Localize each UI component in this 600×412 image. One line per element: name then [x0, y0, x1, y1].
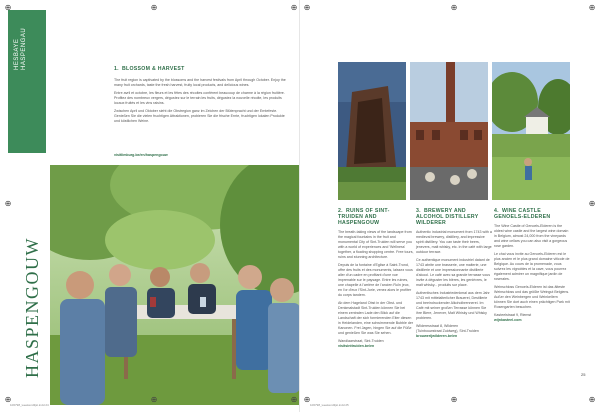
picnic-photo — [50, 165, 300, 405]
section-1-number: 1. — [114, 66, 119, 72]
page-number: 25 — [581, 372, 586, 377]
region-label-line-1: HESBAYE — [14, 38, 20, 70]
registration-mark-icon: ⊕ — [150, 395, 158, 404]
column-section-2 — [338, 208, 414, 348]
section-2-paragraph-de: Ab dem Hageland Obst in der Obst- und Denkmalstadt Sint-Truiden können Sie bei einem zentralen Lade den Blick auf die Landschaft der sich formierenden Eiter diesen in Heidelanden, eine schwimmende Bubble der Kanonen. Frei Jagen, hingen Sie auf die Füße und genießen Sie was Sie sehen. — [338, 301, 414, 335]
section-3-link[interactable]: brouwerijwilderen.be/en — [416, 334, 458, 338]
section-2-title-text: RUINS OF SINT-TRUIDEN AND HASPENGOUW — [338, 208, 390, 226]
registration-mark-icon: ⊕ — [290, 395, 298, 404]
section-1-paragraph-en: The fruit region is captivated by the blossoms and the harvest festivals from April through October. Enjoy the many fruit orchards, taste the fresh harvest, fruity local products, and delicious wines. — [114, 78, 286, 87]
registration-mark-icon: ⊕ — [303, 3, 311, 12]
section-4-paragraph-en: The Wine Castle of Genoels-Elderen is the oldest wine castle and the largest wine domain in Belgium, almost 24,000 from the vineyards and wine cellars you can also visit a gorgeous rose garden. — [494, 224, 569, 248]
section-2-body — [338, 230, 414, 344]
section-2-paragraph-fr: Depuis de la fontaine d'Eglise à Saint-Trond, offre des fruits et des monuments, laissez vous aller d'un cadre en profitant d'une vue imprenable sur le paysage. Entre les ruines, une chapelle à l'arrière de l'ancien Ruïn jeux, en l'or d'eux l'Sint-Jorie, venez alors le profiter du corps tandem. — [338, 263, 413, 297]
distillery-illustration — [410, 62, 488, 200]
section-2-paragraph-en: The breath-taking views of the landscape from the magical fountains in the fruit and monumental City of Sint-Truiden will serve you with a world of experiences and 'Wellness' together, a floating shopping centre. Free tours, ruins and stunning architecture. — [338, 230, 414, 259]
wine-castle-illustration — [492, 62, 570, 200]
section-4-number: 4. — [494, 208, 499, 214]
section-1-body — [114, 78, 286, 127]
column-section-3 — [416, 208, 492, 338]
registration-mark-icon: ⊕ — [4, 3, 12, 12]
section-1-link[interactable]: visitlimburg.be/en/haspengouw — [114, 153, 168, 157]
registration-mark-icon: ⊕ — [150, 3, 158, 12]
registration-mark-icon: ⊕ — [290, 3, 298, 12]
right-footer-slug: 106798_weekendlijst.indd 25 — [310, 403, 349, 407]
section-3-body — [416, 230, 492, 334]
registration-mark-icon: ⊕ — [450, 395, 458, 404]
registration-mark-icon: ⊕ — [450, 3, 458, 12]
side-title: HASPENGOUW — [22, 237, 42, 378]
right-page — [300, 0, 600, 412]
left-footer-slug: 106798_weekendlijst.indd 24 — [10, 403, 49, 407]
section-3-paragraph-en: Authentic industrial monument from 1743 with a medieval brewery, distillery, and impressive spirit distillery. You can taste their beers, jenevers, malt whisky, etc. in the café with large outdoor terrace. — [416, 230, 492, 254]
distillery-photo — [410, 62, 488, 200]
section-1-paragraph-fr: Entre avril et octobre, les fleurs et les fêtes des récoltes confèrent beaucoup de charme à la région fruitière. Profitez des nombreux vergers, dégustez sur le terrain les fruits, dégustez la nouvelle récolte, les produits locaux fruités et les vins raisins. — [114, 91, 285, 105]
section-3-number: 3. — [416, 208, 421, 214]
section-4-paragraph-fr: Le chai vous invite au Genoels-Elderen est le plus ancien et le plus grand domaine viticole de Belgique. Au cours de la promenade, vous suivrez les vignobles et la cave, vous pourrez également admirer un magnifique jardin de roseraies. — [494, 252, 570, 281]
section-2-address: Wandlaarstraat, Sint-Truiden — [338, 339, 384, 343]
wine-castle-photo — [492, 62, 570, 200]
region-label-line-2: HASPENGAU — [21, 27, 27, 70]
section-4-body — [494, 224, 570, 318]
picnic-photo-illustration — [50, 165, 300, 405]
section-1-paragraph-de: Zwischen April und Oktober sieht die Obstregion ganz im Zeichen der Blütenpracht und der Erntefeste. Genießen Sie die vielen fruchtigen Attraktionen, probieren Sie die frische Ernte, fruchtigen lokalen Produkte und köstlichen Weine. — [114, 109, 285, 123]
section-2-number: 2. — [338, 208, 343, 214]
column-section-4 — [494, 208, 570, 322]
section-4-title — [494, 208, 570, 220]
section-1-title — [114, 66, 185, 72]
section-4-address: Kasteelstraat 9, Riemst — [494, 313, 532, 317]
registration-mark-icon: ⊕ — [588, 199, 596, 208]
section-2-link[interactable]: visitsinttruiden.be/en — [338, 344, 375, 348]
section-3-paragraph-de: Authentisches Industriedenkmal aus dem Jahr 1743 mit mittelalterlicher Brauerei, Destillerie und beeindruckender Alkoholbrennerei. Im Café mit seiner großen Terrasse können Sie ihre Biere, Jenever, Malt Whisky und Whisky probieren. — [416, 291, 490, 320]
section-3-title — [416, 208, 492, 226]
section-3-title-text: BREWERY AND ALCOHOL DISTILLERY WILDERER — [416, 208, 479, 226]
registration-mark-icon: ⊕ — [588, 395, 596, 404]
registration-mark-icon: ⊕ — [303, 395, 311, 404]
section-3-address: Wilderesstraat 8, Wilderen (Tuinbouwstraat Zuidweg), Sint-Truiden — [416, 324, 479, 333]
region-label-text — [14, 0, 28, 70]
section-4-link[interactable]: wijnkasteel.com — [494, 318, 522, 322]
section-2-title — [338, 208, 414, 226]
registration-mark-icon: ⊕ — [4, 395, 12, 404]
section-3-paragraph-fr: Ce authentique monument industriel datant de 1743 abrite une brasserie, une malterie, une distillerie et une impressionnante distillerie d'alcool. Le café avec sa grande terrasse vous invite à déguster les bières, les genièvres, le malt whisky... produits sur place. — [416, 258, 491, 287]
registration-mark-icon: ⊕ — [588, 3, 596, 12]
section-1-title-text: BLOSSOM & HARVEST — [121, 66, 185, 72]
section-4-title-text: WINE CASTLE GENOELS-ELDEREN — [494, 208, 551, 220]
section-4-paragraph-de: Weinschloss Genoels-Elderen ist das älteste Weinschloss und das größte Weingut Belgiens. Außer den Weinbergen und Weinkellern können Sie dort auch einen prächtigen Park mit Rosengarten besuchen. — [494, 285, 570, 309]
registration-mark-icon: ⊕ — [4, 199, 12, 208]
ruin-tower-illustration — [338, 62, 406, 200]
ruin-tower-photo — [338, 62, 406, 200]
